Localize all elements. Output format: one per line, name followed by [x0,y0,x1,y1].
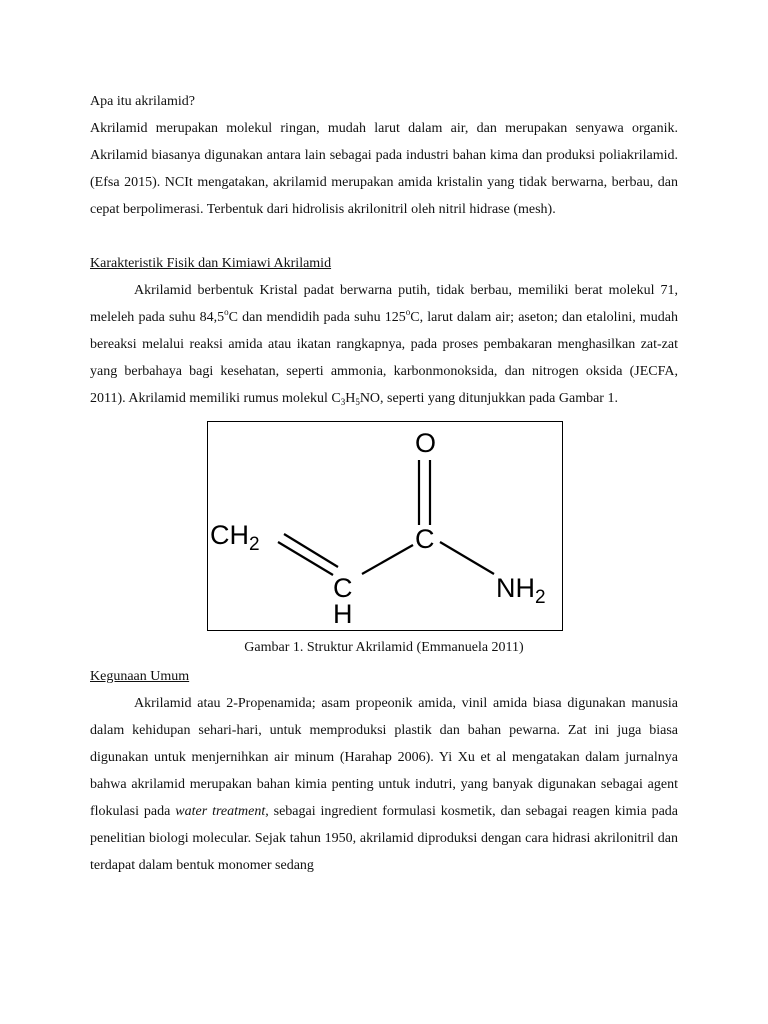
heading-general-uses: Kegunaan Umum [90,669,190,684]
atom-oxygen: O [415,428,437,458]
acrylamide-structure-figure [207,421,563,631]
atom-ch-hydrogen: H [333,599,353,629]
group-ch2: $CH_2$ [210,520,260,555]
single-bond-ch-to-carbonyl [362,545,413,574]
atom-carbonyl-carbon: C [415,524,435,554]
single-bond-carbonyl-to-nh2 [440,542,494,574]
atom-ch-carbon: C [333,573,353,603]
section-title-what-is-acrylamide: Apa itu akrilamid? [90,94,195,109]
paragraph-definition: Akrilamid merupakan molekul ringan, mudah larut dalam air, dan merupakan senyawa organik. Akrilamid biasanya digunakan antara lain sebagai pada industri bahan kima dan produksi poliakrilamid. (Efsa 2015). NCIt mengatakan, akrilamid merupakan amida kristalin yang tidak berwarna, berbau, dan cepat berpolimerasi. Terbentuk dari hidrolisis akrilonitril oleh nitril hidrase (mesh). [90,121,678,217]
paragraph-characteristics: Akrilamid berbentuk Kristal padat berwarna putih, tidak berbau, memiliki berat molekul 71, meleleh pada suhu 84,5$^o$C dan mendidih pada suhu 125$^o$C, larut dalam air; aseton; dan etalolini, mudah bereaksi melalui reaksi amida atau ikatan rangkapnya, pada proses pembakaran menghasilkan zat-zat yang berbahaya bagi kesehatan, seperti ammonia, karbonmonoksida, dan nitrogen oksida (JECFA, 2011). Akrilamid memiliki rumus molekul $C_3H_5NO$, seperti yang ditunjukkan pada Gambar 1. [90,283,679,407]
figure-caption: Gambar 1. Struktur Akrilamid (Emmanuela 2011) [244,640,524,655]
document-page [90,88,678,879]
heading-physical-chemical-characteristics: Karakteristik Fisik dan Kimiawi Akrilamid [90,256,332,271]
acrylamide-structure-diagram [208,422,562,630]
group-nh2: $NH_2$ [496,573,546,608]
paragraph-uses: Akrilamid atau 2-Propenamida; asam propeonik amida, vinil amida biasa digunakan manusia dalam kehidupan sehari-hari, untuk memproduksi plastik dan bahan pewarna. Zat ini juga biasa digunakan untuk menjernihkan air minum (Harahap 2006). Yi Xu et al mengatakan dalam jurnalnya bahwa akrilamid merupakan bahan kimia penting untuk indutri, yang banyak digunakan sebagai agent flokulasi pada water treatment, sebagai ingredient formulasi kosmetik, dan sebagai reagen kimia pada penelitian biologi molecular. Sejak tahun 1950, akrilamid diproduksi dengan cara hidrasi akrilonitril dan terdapat dalam bentuk monomer sedang [90,696,679,873]
